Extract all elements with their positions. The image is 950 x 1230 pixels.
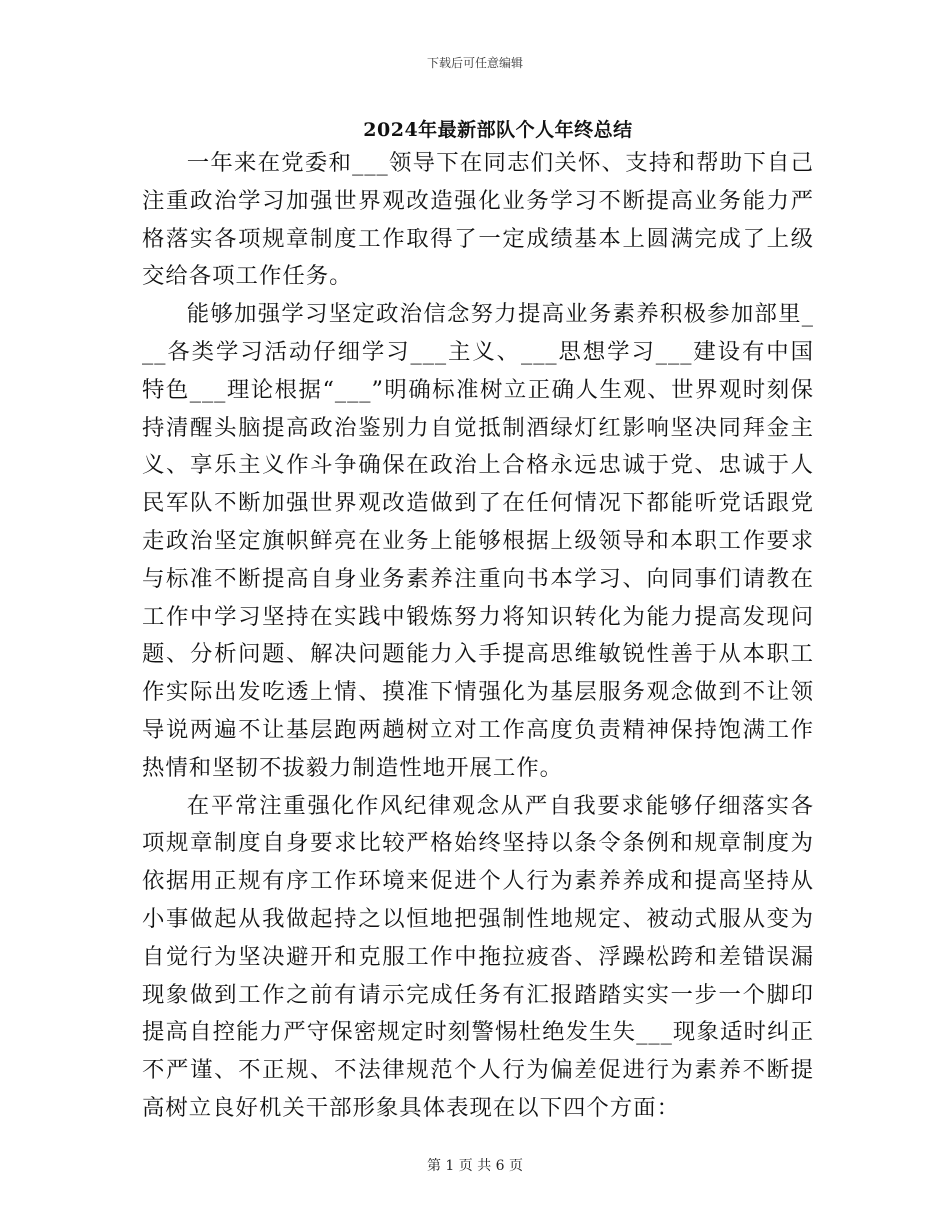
paragraph: 在平常注重强化作风纪律观念从严自我要求能够仔细落实各项规章制度自身要求比较严格始终坚持以条令条例和规章制度为依据用正规有序工作环境来促进个人行为素养养成和提高坚持从小事做起从我做起持之以恒地把强制性地规定、被动式服从变为自觉行为坚决避开和克服工作中拖拉疲沓、浮躁松跨和差错误漏现象做到工作之前有请示完成任务有汇报踏踏实实一步一个脚印提高自控能力严守保密规定时刻警惕杜绝发生失___现象适时纠正不严谨、不正规、不法律规范个人行为偏差促进行为素养不断提高树立良好机关干部形象具体表现在以下四个方面： <box>142 792 814 1121</box>
paragraph: 一年来在党委和___领导下在同志们关怀、支持和帮助下自己注重政治学习加强世界观改造强化业务学习不断提高业务能力严格落实各项规章制度工作取得了一定成绩基本上圆满完成了上级交给各项工作任务。 <box>142 150 814 290</box>
page-number: 第 1 页 共 6 页 <box>426 1158 524 1174</box>
page-header: 下载后可任意编辑 <box>426 56 523 70</box>
paragraph: 能够加强学习坚定政治信念努力提高业务素养积极参加部里___各类学习活动仔细学习___主义、___思想学习___建设有中国特色___理论根据“___”明确标准树立正确人生观、世界观时刻保持清醒头脑提高政治鉴别力自觉抵制酒绿灯红影响坚决同拜金主义、享乐主义作斗争确保在政治上合格永远忠诚于党、忠诚于人民军队不断加强世界观改造做到了在任何情况下都能听党话跟党走政治坚定旗帜鲜亮在业务上能够根据上级领导和本职工作要求与标准不断提高自身业务素养注重向书本学习、向同事们请教在工作中学习坚持在实践中锻炼努力将知识转化为能力提高发现问题、分析问题、解决问题能力入手提高思维敏锐性善于从本职工作实际出发吃透上情、摸准下情强化为基层服务观念做到不让领导说两遍不让基层跑两趟树立对工作高度负责精神保持饱满工作热情和坚韧不拔毅力制造性地开展工作。 <box>142 301 814 781</box>
document-title: 2024年最新部队个人年终总结 <box>363 119 633 141</box>
document-body <box>142 145 814 1128</box>
